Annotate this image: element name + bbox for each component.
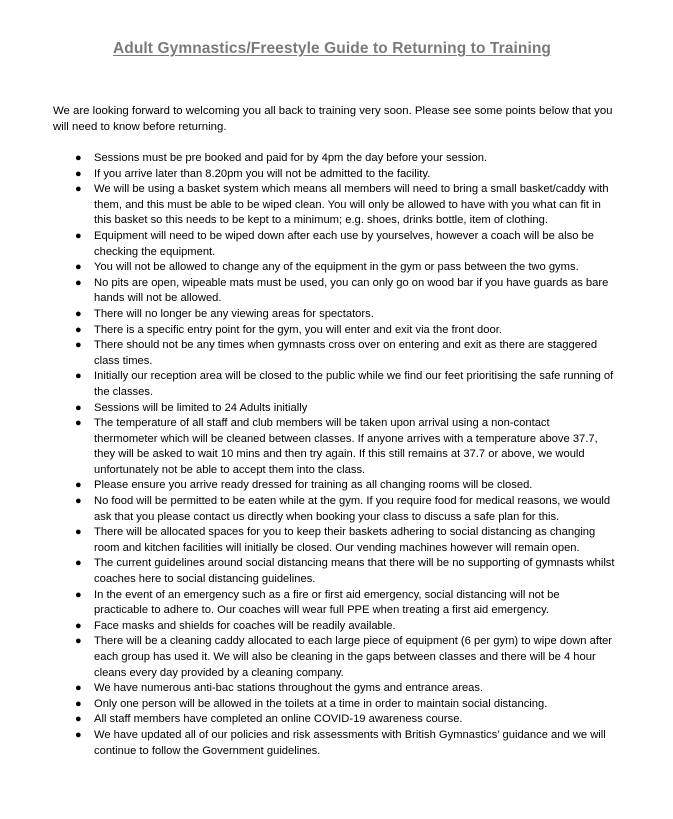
bullet-icon: ●: [75, 261, 82, 274]
list-item: [0, 182, 616, 229]
list-item-text: Please ensure you arrive ready dressed for training as all changing rooms will be closed.: [94, 479, 533, 492]
list-item-text: Sessions must be pre booked and paid for by 4pm the day before your session.: [94, 152, 488, 164]
list-item-text: Only one person will be allowed in the toilets at a time in order to maintain social distancing.: [94, 697, 548, 710]
list-item: [0, 323, 616, 339]
bullet-icon: ●: [75, 417, 82, 430]
list-item-text: There is a specific entry point for the gym, you will enter and exit via the front door.: [94, 323, 502, 336]
list-item-text: Equipment will need to be wiped down after each use by yourselves, however a coach will be also be checking the equipment.: [94, 229, 594, 258]
bullet-icon: ●: [75, 152, 82, 164]
bullet-icon: ●: [75, 588, 82, 601]
list-item: [0, 338, 616, 369]
list-item-text: There will be allocated spaces for you to keep their baskets adhering to social distancing as changing room and kitchen facilities will initially be closed. Our vending machines however will remain open.: [94, 526, 596, 554]
bullet-icon: ●: [75, 401, 82, 414]
list-item-text: We have updated all of our policies and risk assessments with British Gymnastics’ guidance and we will continue to follow the Government guidelines.: [94, 728, 606, 757]
bullet-icon: ●: [75, 183, 82, 196]
bullet-icon: ●: [75, 167, 82, 180]
list-item-text: If you arrive later than 8.20pm you will not be admitted to the facility.: [94, 167, 431, 180]
list-item: [0, 151, 616, 167]
list-item: [0, 588, 616, 619]
bullet-icon: ●: [75, 307, 82, 320]
list-item: [0, 260, 616, 276]
list-item-text: We have numerous anti-bac stations throughout the gyms and entrance areas.: [94, 682, 484, 695]
bullet-icon: ●: [75, 526, 82, 539]
bullet-icon: ●: [75, 276, 82, 289]
list-item-text: Face masks and shields for coaches will be readily available.: [94, 619, 396, 632]
list-item-text: All staff members have completed an online COVID-19 awareness course.: [94, 713, 463, 726]
list-item: [0, 401, 616, 417]
list-item-text: There will be a cleaning caddy allocated to each large piece of equipment (6 per gym) to wipe down after each group has used it. We will also be cleaning in the gaps between classes and there will be 4 hour cleans every day provided by a cleaning company.: [94, 635, 613, 679]
list-item-text: The current guidelines around social distancing means that there will be no supporting of gymnasts whilst coaches here to social distancing guidelines.: [94, 557, 615, 586]
list-item: [0, 307, 616, 323]
bullet-icon: ●: [75, 713, 82, 726]
list-item-text: No food will be permitted to be eaten while at the gym. If you require food for medical reasons, we would ask that you please contact us directly when booking your class to discuss a safe plan for this.: [94, 495, 611, 523]
guidelines-list: [0, 151, 616, 759]
list-item-text: There should not be any times when gymnasts cross over on entering and exit as there are staggered class times.: [94, 339, 598, 367]
bullet-icon: ●: [75, 339, 82, 352]
list-item: [0, 634, 616, 681]
list-item: [0, 728, 616, 759]
bullet-icon: ●: [75, 495, 82, 508]
bullet-icon: ●: [75, 635, 82, 648]
list-item: [0, 681, 616, 697]
list-item-text: You will not be allowed to change any of the equipment in the gym or pass between the two gyms.: [94, 261, 579, 274]
list-item: [0, 229, 616, 260]
intro-paragraph: We are looking forward to welcoming you all back to training very soon. Please see some points below that you will need to know before returning.: [53, 105, 613, 133]
bullet-icon: ●: [75, 728, 82, 741]
list-item: [0, 556, 616, 587]
bullet-icon: ●: [75, 370, 82, 383]
list-item: [0, 525, 616, 556]
list-item: [0, 494, 616, 525]
bullet-icon: ●: [75, 323, 82, 336]
list-item: [0, 276, 616, 307]
bullet-icon: ●: [75, 479, 82, 492]
list-item-text: We will be using a basket system which means all members will need to bring a small basket/caddy with them, and this must be able to be wiped clean. You will only be allowed to have with you what can fit in this basket so this needs to be kept to a minimum; e.g. shoes, drinks bottle, item of clothing.: [94, 183, 609, 227]
bullet-icon: ●: [75, 229, 82, 242]
page-title: Adult Gymnastics/Freestyle Guide to Returning to Training: [112, 40, 552, 57]
list-item-text: The temperature of all staff and club members will be taken upon arrival using a non-contact thermometer which will be cleaned between classes. If anyone arrives with a temperature above 37.7, they will be asked to wait 10 mins and then try again. If this still remains at 37.7 or above, we would unfortunately not be able to accept them into the class.: [94, 417, 598, 476]
list-item: [0, 697, 616, 713]
list-item: [0, 478, 616, 494]
list-item-text: Sessions will be limited to 24 Adults initially: [94, 401, 308, 414]
list-item: [0, 619, 616, 635]
list-item-text: No pits are open, wipeable mats must be used, you can only go on wood bar if you have guards as bare hands will not be allowed.: [94, 276, 609, 305]
bullet-icon: ●: [75, 557, 82, 570]
bullet-icon: ●: [75, 697, 82, 710]
list-item: [0, 167, 616, 183]
list-item-text: There will no longer be any viewing areas for spectators.: [94, 307, 374, 320]
list-item: [0, 416, 616, 478]
bullet-icon: ●: [75, 682, 82, 695]
list-item: [0, 369, 616, 400]
list-item-text: Initially our reception area will be closed to the public while we find our feet prioritising the safe running of the classes.: [94, 370, 614, 398]
bullet-icon: ●: [75, 619, 82, 632]
list-item: [0, 712, 616, 728]
list-item-text: In the event of an emergency such as a fire or first aid emergency, social distancing will not be practicable to adhere to. Our coaches will wear full PPE when treating a first aid emergency.: [94, 588, 560, 617]
